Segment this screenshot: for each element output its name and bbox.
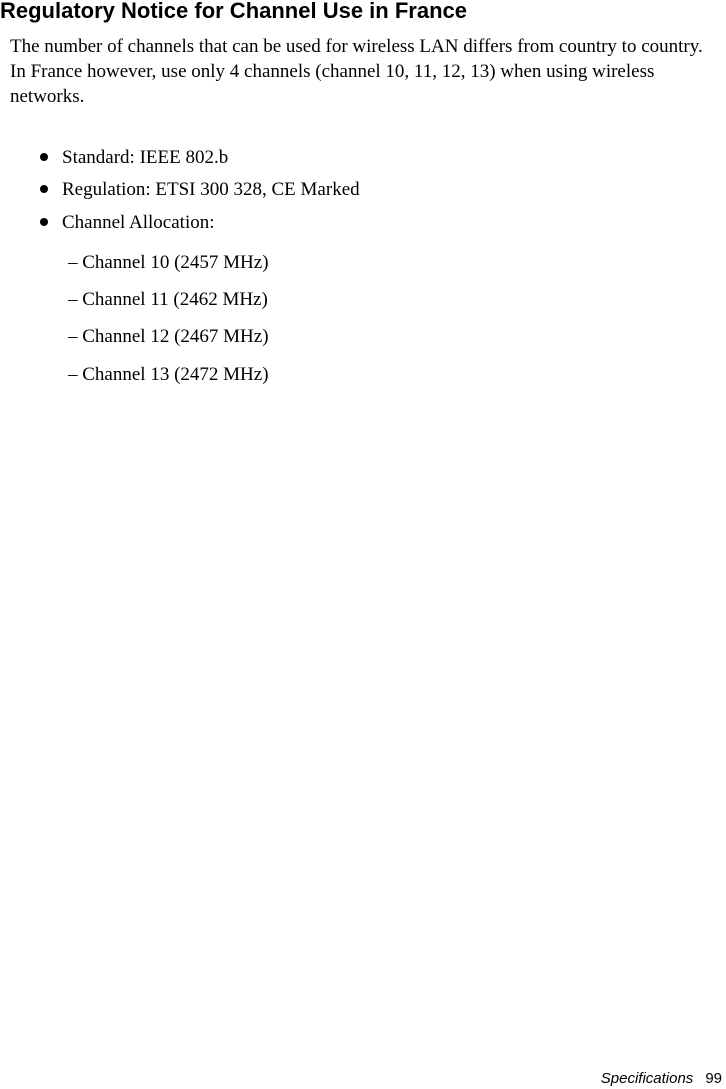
list-item-text: Channel Allocation: [62, 212, 215, 233]
page-number: 99 [705, 1070, 722, 1087]
list-item-text: Standard: IEEE 802.b [62, 147, 229, 168]
list-item [40, 146, 228, 170]
channel-item: – Channel 12 (2467 MHz) [68, 326, 269, 347]
bullet-icon [40, 185, 48, 193]
list-item [40, 211, 215, 235]
bullet-icon [40, 218, 48, 226]
intro-paragraph: The number of channels that can be used for wireless LAN differs from country to country. In France however, use only 4 channels (channel 10, 11, 12, 13) when using wireless networks. [10, 36, 703, 107]
footer-section-title: Specifications [600, 1070, 694, 1087]
list-item-text: Regulation: ETSI 300 328, CE Marked [62, 179, 360, 200]
channel-item: – Channel 10 (2457 MHz) [68, 252, 269, 273]
list-item [40, 178, 360, 202]
channel-item: – Channel 13 (2472 MHz) [68, 364, 269, 385]
bullet-icon [40, 153, 48, 161]
page-footer [601, 1070, 722, 1088]
page-heading: Regulatory Notice for Channel Use in France [0, 0, 467, 23]
channel-item: – Channel 11 (2462 MHz) [68, 289, 268, 310]
